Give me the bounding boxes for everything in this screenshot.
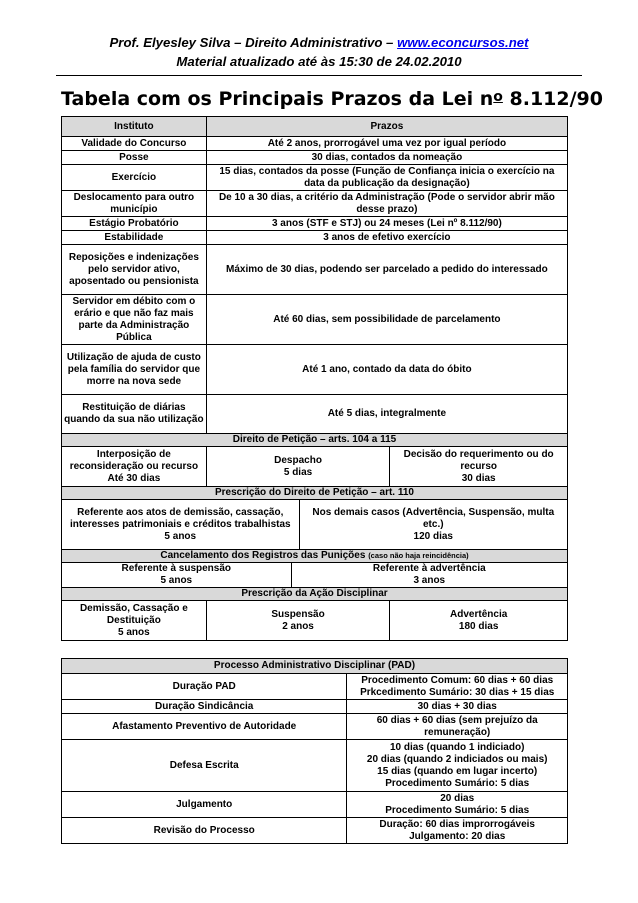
peticao-reconsideracao: Interposição de reconsideração ou recurso Até 30 dias [62, 447, 207, 487]
prescricao-disciplinar-heading-row [62, 588, 568, 601]
pad-value: Procedimento Comum: 60 dias + 60 dias Prkcedimento Sumário: 30 dias + 15 dias [347, 674, 568, 700]
cancelamento-heading: Cancelamento dos Registros das Punições (caso não haja reincidência) [62, 550, 568, 563]
header-site-link[interactable]: www.econcursos.net [397, 35, 529, 50]
page-header [56, 33, 582, 71]
row-prazo: 3 anos (STF e STJ) ou 24 meses (Lei nº 8.112/90) [206, 217, 567, 231]
header-author: Prof. Elyesley Silva – Direito Administrativo – [109, 35, 398, 50]
cancelamento-heading-row [62, 550, 568, 563]
prescricao-advertencia: Advertência 180 dias [390, 601, 568, 641]
row-instituto: Utilização de ajuda de custo pela família do servidor que morre na nova sede [62, 345, 207, 395]
pad-label: Duração Sindicância [62, 700, 347, 714]
table-row [62, 345, 568, 395]
peticao-despacho: Despacho 5 dias [206, 447, 390, 487]
row-instituto: Posse [62, 151, 207, 165]
document-title [61, 85, 603, 111]
pad-value: 60 dias + 60 dias (sem prejuízo da remuneração) [347, 714, 568, 740]
prescricao-peticao-heading: Prescrição do Direito de Petição – art. 110 [62, 487, 568, 500]
table-row [62, 217, 568, 231]
prescricao-disciplinar-row [62, 601, 568, 641]
row-instituto: Reposições e indenizações pelo servidor ativo, aposentado ou pensionista [62, 245, 207, 295]
table-row [62, 231, 568, 245]
table-row [62, 740, 568, 792]
pad-value: Duração: 60 dias improrrogáveis Julgamento: 20 dias [347, 818, 568, 844]
title-text: Tabela com os Principais Prazos da Lei n [61, 88, 494, 110]
pad-label: Afastamento Preventivo de Autoridade [62, 714, 347, 740]
row-instituto: Validade do Concurso [62, 137, 207, 151]
pad-label: Revisão do Processo [62, 818, 347, 844]
prescricao-demissao-destituicao: Demissão, Cassação e Destituição 5 anos [62, 601, 207, 641]
row-prazo: 3 anos de efetivo exercício [206, 231, 567, 245]
table-row [62, 674, 568, 700]
cancelamento-suspensao: Referente à suspensão 5 anos [62, 563, 292, 588]
header-divider [56, 75, 582, 76]
row-instituto: Deslocamento para outro município [62, 191, 207, 217]
row-prazo: Até 5 dias, integralmente [206, 395, 567, 434]
prazos-table [61, 116, 568, 641]
row-prazo: De 10 a 30 dias, a critério da Administração (Pode o servidor abrir mão desse prazo) [206, 191, 567, 217]
row-instituto: Estabilidade [62, 231, 207, 245]
cancelamento-row [62, 563, 568, 588]
pad-heading: Processo Administrativo Disciplinar (PAD) [62, 659, 568, 674]
row-prazo: Até 60 dias, sem possibilidade de parcelamento [206, 295, 567, 345]
title-ordinal: o [493, 89, 503, 105]
row-instituto: Estágio Probatório [62, 217, 207, 231]
prescricao-suspensao: Suspensão 2 anos [206, 601, 390, 641]
row-instituto: Servidor em débito com o erário e que não faz mais parte da Administração Pública [62, 295, 207, 345]
table-row [62, 792, 568, 818]
prescricao-disciplinar-heading: Prescrição da Ação Disciplinar [62, 588, 568, 601]
pad-value: 20 dias Procedimento Sumário: 5 dias [347, 792, 568, 818]
pad-label: Defesa Escrita [62, 740, 347, 792]
peticao-heading-row [62, 434, 568, 447]
pad-heading-row [62, 659, 568, 674]
row-instituto: Restituição de diárias quando da sua não utilização [62, 395, 207, 434]
prescricao-peticao-row [62, 500, 568, 550]
table-row [62, 295, 568, 345]
title-law-number: 8.112/90 [502, 88, 603, 110]
prazos-header-row [62, 117, 568, 137]
pad-value: 10 dias (quando 1 indiciado) 20 dias (quando 2 indiciados ou mais) 15 dias (quando em lugar incerto) Procedimento Sumário: 5 dias [347, 740, 568, 792]
prescricao-demissao: Referente aos atos de demissão, cassação, interesses patrimoniais e créditos trabalhistas 5 anos [62, 500, 300, 550]
row-prazo: Máximo de 30 dias, podendo ser parcelado a pedido do interessado [206, 245, 567, 295]
row-prazo: 30 dias, contados da nomeação [206, 151, 567, 165]
cancelamento-advertencia: Referente à advertência 3 anos [291, 563, 567, 588]
col-instituto: Instituto [62, 117, 207, 137]
peticao-decisao: Decisão do requerimento ou do recurso 30 dias [390, 447, 568, 487]
table-row [62, 395, 568, 434]
table-row [62, 714, 568, 740]
header-line-2: Material atualizado até às 15:30 de 24.02.2010 [176, 54, 462, 69]
pad-label: Duração PAD [62, 674, 347, 700]
row-prazo: 15 dias, contados da posse (Função de Confiança inicia o exercício na data da publicação da designação) [206, 165, 567, 191]
table-row [62, 245, 568, 295]
col-prazos: Prazos [206, 117, 567, 137]
table-row [62, 151, 568, 165]
cancelamento-note: (caso não haja reincidência) [368, 551, 469, 560]
table-row [62, 818, 568, 844]
table-row [62, 191, 568, 217]
table-row [62, 700, 568, 714]
row-instituto: Exercício [62, 165, 207, 191]
row-prazo: Até 2 anos, prorrogável uma vez por igual período [206, 137, 567, 151]
row-prazo: Até 1 ano, contado da data do óbito [206, 345, 567, 395]
pad-label: Julgamento [62, 792, 347, 818]
prescricao-demais-casos: Nos demais casos (Advertência, Suspensão, multa etc.) 120 dias [299, 500, 567, 550]
table-row [62, 165, 568, 191]
peticao-row [62, 447, 568, 487]
pad-table [61, 658, 568, 844]
prescricao-peticao-heading-row [62, 487, 568, 500]
header-line-1 [56, 33, 582, 52]
pad-value: 30 dias + 30 dias [347, 700, 568, 714]
peticao-heading: Direito de Petição – arts. 104 a 115 [62, 434, 568, 447]
table-row [62, 137, 568, 151]
